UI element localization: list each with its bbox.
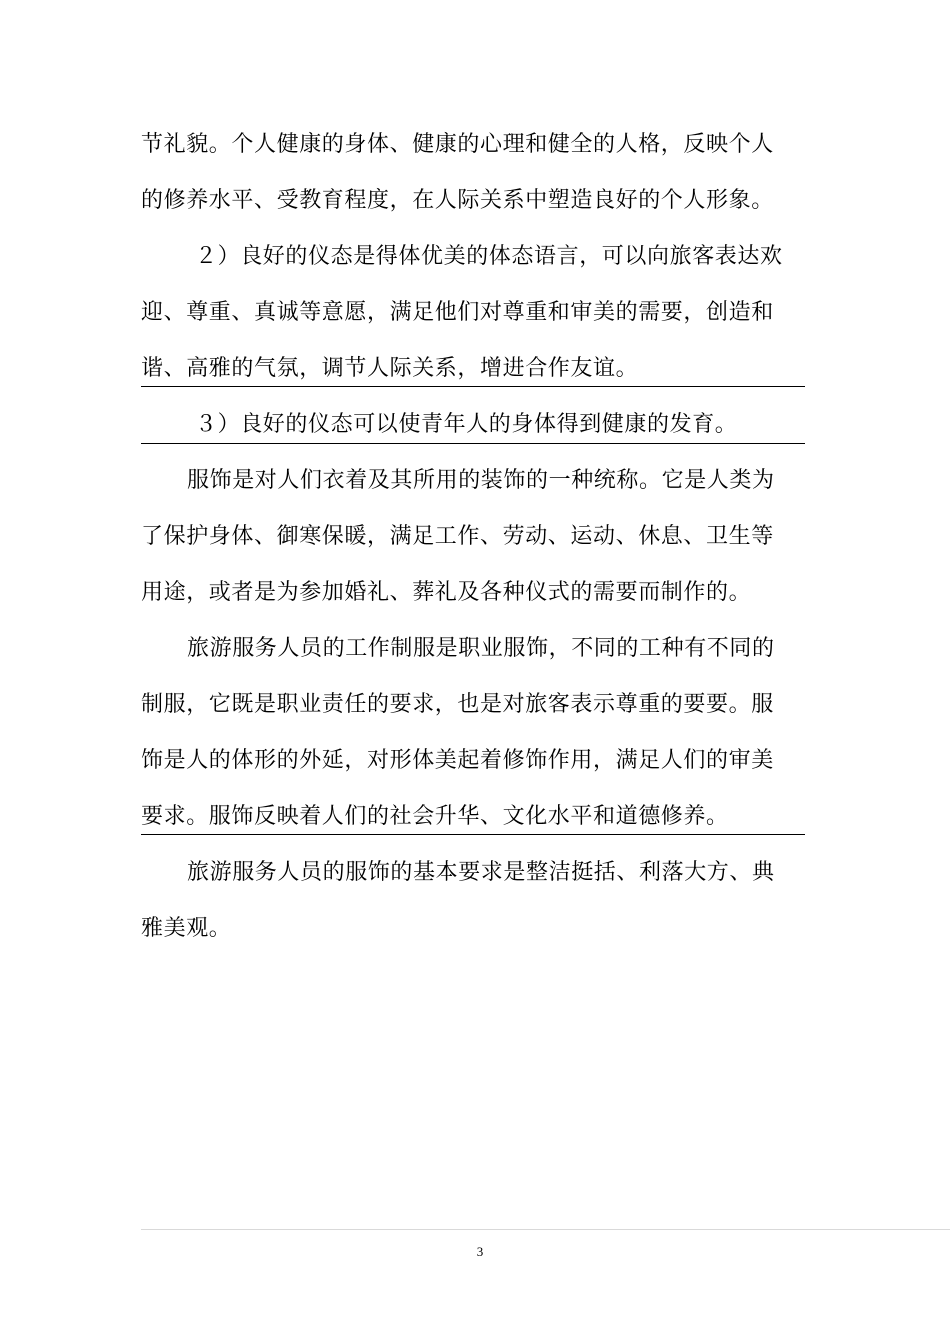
- text-line: 了保护身体、御寒保暖，满足工作、劳动、运动、休息、卫生等: [141, 524, 774, 549]
- text-line: 节礼貌。个人健康的身体、健康的心理和健全的人格，反映个人: [141, 132, 774, 157]
- text-line: 饰是人的体形的外延，对形体美起着修饰作用，满足人们的审美: [141, 748, 774, 773]
- text-line: 的修养水平、受教育程度，在人际关系中塑造良好的个人形象。: [141, 188, 774, 213]
- text-line: 用途，或者是为参加婚礼、葬礼及各种仪式的需要而制作的。: [141, 580, 752, 605]
- text-line: 旅游服务人员的工作制服是职业服饰，不同的工种有不同的: [187, 636, 775, 661]
- page-number: 3: [476, 1244, 484, 1259]
- text-line: 旅游服务人员的服饰的基本要求是整洁挺括、利落大方、典: [187, 860, 775, 885]
- text-line: 服饰是对人们衣着及其所用的装饰的一种统称。它是人类为: [187, 468, 775, 493]
- text-line: ２）良好的仪态是得体优美的体态语言，可以向旅客表达欢: [195, 244, 783, 269]
- underline-rule: [141, 834, 805, 835]
- text-line: 谐、高雅的气氛，调节人际关系，增进合作友谊。: [141, 356, 639, 381]
- underline-rule: [141, 386, 805, 387]
- text-line: 要求。服饰反映着人们的社会升华、文化水平和道德修养。: [141, 804, 729, 829]
- footer-divider: [141, 1229, 950, 1230]
- text-line: 雅美观。: [141, 916, 232, 941]
- text-line: 制服，它既是职业责任的要求，也是对旅客表示尊重的要要。服: [141, 692, 774, 717]
- text-line: 迎、尊重、真诚等意愿，满足他们对尊重和审美的需要，创造和: [141, 300, 774, 325]
- underline-rule: [141, 443, 805, 444]
- text-line: ３）良好的仪态可以使青年人的身体得到健康的发育。: [195, 412, 738, 437]
